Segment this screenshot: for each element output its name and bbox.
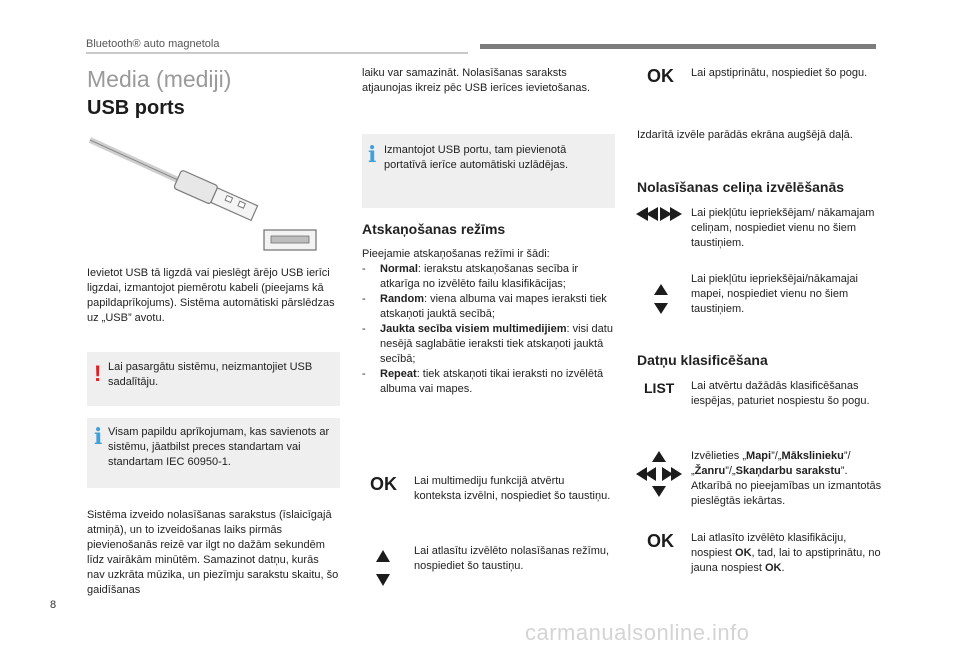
usb-instructions: Ievietot USB tā ligzdā vai pieslēgt ārējo USB ierīci ligzdai, izmantojot piemērotu kabeli (pieejams kā papildaprīkojums). Sistēma automātiski pārslēdzas uz „USB” avotu. <box>87 267 335 324</box>
playback-mode-heading: Atskaņošanas režīms <box>362 221 506 237</box>
track-selection-heading: Nolasīšanas celiņa izvēlēšanās <box>637 179 845 195</box>
watermark: carmanualsonline.info <box>525 620 750 645</box>
page-number: 8 <box>50 599 57 611</box>
list-button-icon: LIST <box>644 380 675 396</box>
selection-display-text: Izdarītā izvēle parādās ekrāna augšējā daļā. <box>637 129 853 141</box>
warning-box <box>87 352 340 406</box>
classification-select-text: Izvēlieties „Mapi”/„Mākslinieku”/ „Žanru”/„Skaņdarbu sarakstu”. Atkarībā no pieejamības un izmantotās pieslēgtās iekārtas. <box>691 450 882 507</box>
info-icon: i <box>94 424 103 450</box>
info-icon: i <box>368 142 377 168</box>
ok-button-icon: OK <box>647 531 674 551</box>
section-header: Bluetooth® auto magnetola <box>86 38 220 50</box>
playback-mode-intro: Pieejamie atskaņošanas režīmi ir šādi: <box>362 248 550 260</box>
playlist-paragraph-cont: laiku var samazināt. Nolasīšanas saraksts atjaunojas ikreiz pēc USB ierīces ievietošanas. <box>362 67 591 94</box>
ok-button-icon: OK <box>647 66 674 86</box>
list-item: - Random: viena albuma vai mapes ieraksti tiek atskaņoti jauktā secībā; <box>362 293 607 320</box>
list-item: - Jaukta secība visiem multimedijiem: visi datu nesējā saglabātie ieraksti tiek atskaņoti jauktā secībā; <box>362 323 613 365</box>
playlist-paragraph: Sistēma izveido nolasīšanas sarakstus (īslaicīgajā atmiņā), un to izveidošanas laiks pirmās pievienošanās reizē var ilgt no dažām sekundēm līdz vairākām minūtēm. Samazinot datņu, kurās nav uzkrāta mūzika, un piezīmju sarakstu skaitu, šo gaidīšanas <box>87 509 339 596</box>
file-classification-heading: Datņu klasificēšana <box>637 352 768 368</box>
charging-info-text: Izmantojot USB portu, tam pievienotā portatīvā ierīce automātiski uzlādējas. <box>384 144 569 171</box>
updown-text: Lai atlasītu izvēlēto nolasīšanas režīmu, nospiediet šo taustiņu. <box>414 545 610 572</box>
info-box <box>87 418 340 488</box>
prev-next-folder-text: Lai piekļūtu iepriekšējai/nākamajai mapei, nospiediet vienu no šiem taustiņiem. <box>691 273 858 315</box>
list-item: - Repeat: tiek atskaņoti tikai ieraksti no izvēlētā albuma vai mapes. <box>362 368 604 395</box>
list-item: - Normal: ierakstu atskaņošanas secība ir atkarīga no izvēlēto failu klasifikācijas; <box>362 263 579 290</box>
section-title-usb: USB ports <box>87 97 185 119</box>
warning-text: Lai pasargātu sistēmu, neizmantojiet USB sadalītāju. <box>108 361 313 388</box>
header-divider-right <box>480 44 876 49</box>
info-text: Visam papildu aprīkojumam, kas savienots ar sistēmu, jāatbilst preces standartam vai standartam IEC 60950-1. <box>108 426 330 468</box>
ok-confirm-text: Lai apstiprinātu, nospiediet šo pogu. <box>691 67 868 79</box>
page-title: Media (mediji) <box>87 66 232 92</box>
header-divider-left <box>86 52 468 54</box>
list-text: Lai atvērtu dažādās klasificēšanas iespējas, paturiet nospiestu šo pogu. <box>691 380 870 407</box>
playback-mode-list <box>362 262 616 397</box>
classification-confirm-text: Lai atlasīto izvēlēto klasifikāciju, nospiest OK, tad, lai to apstiprinātu, no jauna nospiest OK. <box>691 532 881 574</box>
warning-icon: ! <box>94 361 102 386</box>
prev-next-track-text: Lai piekļūtu iepriekšējam/ nākamajam celiņam, nospiediet vienu no šiem taustiņiem. <box>691 207 875 249</box>
left-right-arrows-icon <box>636 207 682 221</box>
up-down-arrows-icon <box>376 550 390 586</box>
usb-illustration <box>86 132 324 254</box>
charging-info-box <box>362 134 615 208</box>
up-down-arrows-icon <box>654 284 668 314</box>
four-way-arrows-icon <box>636 451 682 497</box>
ok-button-icon: OK <box>370 474 397 494</box>
ok-context-text: Lai multimediju funkcijā atvērtu konteksta izvēlni, nospiediet šo taustiņu. <box>414 475 611 502</box>
